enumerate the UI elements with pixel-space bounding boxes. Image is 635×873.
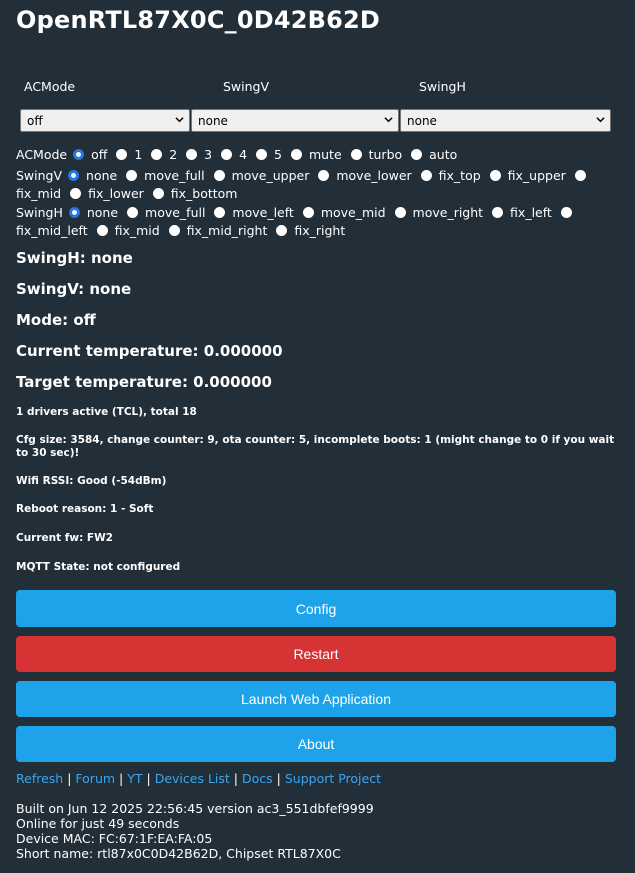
radio-button[interactable] <box>421 170 432 181</box>
radio-button[interactable] <box>276 225 287 236</box>
radio-option-label: move_mid <box>320 205 386 220</box>
radio-button[interactable] <box>221 149 232 160</box>
link-separator: | <box>146 771 151 786</box>
acmode-select-value: off <box>27 113 43 128</box>
about-button[interactable]: About <box>16 726 616 762</box>
forum-link[interactable]: Forum <box>75 771 116 786</box>
radio-button[interactable] <box>351 149 362 160</box>
fw-info: Current fw: FW2 <box>16 532 113 544</box>
swingv-option-move_full[interactable] <box>124 168 204 183</box>
radio-button[interactable] <box>575 170 586 181</box>
devices-list-link[interactable]: Devices List <box>154 771 230 786</box>
swingh-option-move_full[interactable] <box>125 205 205 220</box>
swingv-option-fix_upper[interactable] <box>488 168 566 183</box>
radio-option-label: fix_bottom <box>170 186 238 201</box>
acmode-option-off[interactable] <box>71 147 107 162</box>
uptime-info: Online for just 49 seconds <box>16 816 180 831</box>
swingh-select[interactable] <box>400 109 611 132</box>
radio-button[interactable] <box>68 170 79 181</box>
radio-option-label: 2 <box>169 147 178 162</box>
acmode-radio-label: ACMode <box>16 147 68 162</box>
swingv-status: SwingV: none <box>16 280 132 298</box>
yt-link[interactable]: YT <box>127 771 143 786</box>
cfg-info: Cfg size: 3584, change counter: 9, ota counter: 5, incomplete boots: 1 (might change to 0 if you wait to 30 sec)! <box>16 434 615 459</box>
swingh-status: SwingH: none <box>16 249 133 267</box>
link-separator: | <box>233 771 238 786</box>
reboot-info: Reboot reason: 1 - Soft <box>16 503 154 515</box>
radio-option-label: mute <box>308 147 342 162</box>
radio-button[interactable] <box>411 149 422 160</box>
radio-button[interactable] <box>151 149 162 160</box>
swingv-select-value: none <box>198 113 228 128</box>
acmode-option-2[interactable] <box>149 147 177 162</box>
radio-button[interactable] <box>116 149 127 160</box>
radio-button[interactable] <box>69 207 80 218</box>
acmode-option-turbo[interactable] <box>349 147 403 162</box>
radio-option-label: move_left <box>232 205 294 220</box>
radio-option-label: fix_upper <box>507 168 566 183</box>
radio-option-label: 4 <box>239 147 248 162</box>
radio-option-label: fix_lower <box>88 186 144 201</box>
mode-status: Mode: off <box>16 311 96 329</box>
acmode-radio-group <box>16 146 626 164</box>
radio-option-label: turbo <box>368 147 403 162</box>
radio-option-label: move_full <box>145 205 206 220</box>
swingh-option-fix_left[interactable] <box>490 205 552 220</box>
swingv-option-fix_lower[interactable] <box>68 186 144 201</box>
radio-option-label: fix_right <box>294 223 346 238</box>
acmode-option-4[interactable] <box>219 147 247 162</box>
link-separator: | <box>276 771 281 786</box>
build-info: Built on Jun 12 2025 22:56:45 version ac3_551dbfef9999 <box>16 801 374 816</box>
swingh-option-move_mid[interactable] <box>301 205 386 220</box>
swingv-option-fix_bottom[interactable] <box>151 186 238 201</box>
swingv-option-fix_top[interactable] <box>419 168 481 183</box>
radio-button[interactable] <box>492 207 503 218</box>
radio-button[interactable] <box>73 149 84 160</box>
radio-button[interactable] <box>97 225 108 236</box>
acmode-option-3[interactable] <box>184 147 212 162</box>
radio-button[interactable] <box>214 170 225 181</box>
radio-option-label: auto <box>429 147 458 162</box>
short-name: Short name: rtl87x0C0D42B62D, Chipset RTL87X0C <box>16 846 341 861</box>
radio-option-label: off <box>91 147 108 162</box>
support-project-link[interactable]: Support Project <box>284 771 381 786</box>
radio-option-label: fix_left <box>510 205 552 220</box>
radio-option-label: fix_mid_left <box>16 223 88 238</box>
acmode-select-label: ACMode <box>24 79 76 94</box>
acmode-select[interactable] <box>20 109 190 132</box>
radio-button[interactable] <box>169 225 180 236</box>
swingh-option-fix_right[interactable] <box>274 223 345 238</box>
mqtt-info: MQTT State: not configured <box>16 561 181 573</box>
swingv-option-move_upper[interactable] <box>212 168 310 183</box>
current-temperature: Current temperature: 0.000000 <box>16 342 283 360</box>
radio-option-label: fix_top <box>438 168 481 183</box>
acmode-option-1[interactable] <box>114 147 142 162</box>
radio-option-label: move_right <box>412 205 484 220</box>
refresh-link[interactable]: Refresh <box>16 771 64 786</box>
swingh-select-label: SwingH <box>419 79 466 94</box>
page-title: OpenRTL87X0C_0D42B62D <box>16 6 381 34</box>
swingh-select-value: none <box>407 113 437 128</box>
radio-button[interactable] <box>214 207 225 218</box>
swingv-option-move_lower[interactable] <box>316 168 411 183</box>
device-mac: Device MAC: FC:67:1F:EA:FA:05 <box>16 831 213 846</box>
radio-button[interactable] <box>256 149 267 160</box>
swingh-option-fix_mid[interactable] <box>95 223 160 238</box>
radio-option-label: fix_mid_right <box>186 223 268 238</box>
radio-button[interactable] <box>186 149 197 160</box>
swingh-option-move_left[interactable] <box>212 205 293 220</box>
swingv-radio-group <box>16 167 626 203</box>
radio-button[interactable] <box>153 188 164 199</box>
radio-button[interactable] <box>395 207 406 218</box>
radio-option-label: 3 <box>204 147 213 162</box>
wifi-info: Wifi RSSI: Good (-54dBm) <box>16 475 167 487</box>
radio-option-label: fix_mid <box>114 223 160 238</box>
footer-info <box>16 801 374 861</box>
swingv-select-label: SwingV <box>223 79 270 94</box>
swingv-select[interactable] <box>191 109 399 132</box>
radio-button[interactable] <box>126 170 137 181</box>
link-separator: | <box>119 771 124 786</box>
restart-button[interactable]: Restart <box>16 636 616 672</box>
radio-button[interactable] <box>490 170 501 181</box>
target-temperature: Target temperature: 0.000000 <box>16 373 272 391</box>
swingh-radio-label: SwingH <box>16 205 63 220</box>
swingv-option-none[interactable] <box>66 168 117 183</box>
radio-option-label: none <box>86 205 119 220</box>
chevron-down-icon <box>596 115 605 124</box>
radio-option-label: move_full <box>144 168 205 183</box>
link-separator: | <box>67 771 72 786</box>
radio-button[interactable] <box>303 207 314 218</box>
nav-links <box>16 771 381 786</box>
radio-option-label: none <box>86 168 118 183</box>
swingh-option-fix_mid_right[interactable] <box>167 223 268 238</box>
swingv-radio-label: SwingV <box>16 168 63 183</box>
docs-link[interactable]: Docs <box>241 771 273 786</box>
acmode-option-auto[interactable] <box>409 147 457 162</box>
radio-option-label: fix_mid <box>16 186 62 201</box>
launch-web-app-button[interactable]: Launch Web Application <box>16 681 616 717</box>
swingh-option-none[interactable] <box>67 205 118 220</box>
radio-option-label: move_upper <box>231 168 310 183</box>
radio-button[interactable] <box>291 149 302 160</box>
radio-button[interactable] <box>70 188 81 199</box>
acmode-option-5[interactable] <box>254 147 282 162</box>
radio-option-label: 1 <box>134 147 143 162</box>
radio-button[interactable] <box>561 207 572 218</box>
acmode-option-mute[interactable] <box>289 147 342 162</box>
radio-option-label: move_lower <box>336 168 412 183</box>
radio-button[interactable] <box>127 207 138 218</box>
drivers-info: 1 drivers active (TCL), total 18 <box>16 406 197 418</box>
swingh-radio-group <box>16 204 626 240</box>
config-button[interactable]: Config <box>16 590 616 627</box>
radio-option-label: 5 <box>274 147 282 162</box>
chevron-down-icon <box>384 115 393 124</box>
swingh-option-move_right[interactable] <box>393 205 484 220</box>
radio-button[interactable] <box>318 170 329 181</box>
chevron-down-icon <box>175 115 184 124</box>
